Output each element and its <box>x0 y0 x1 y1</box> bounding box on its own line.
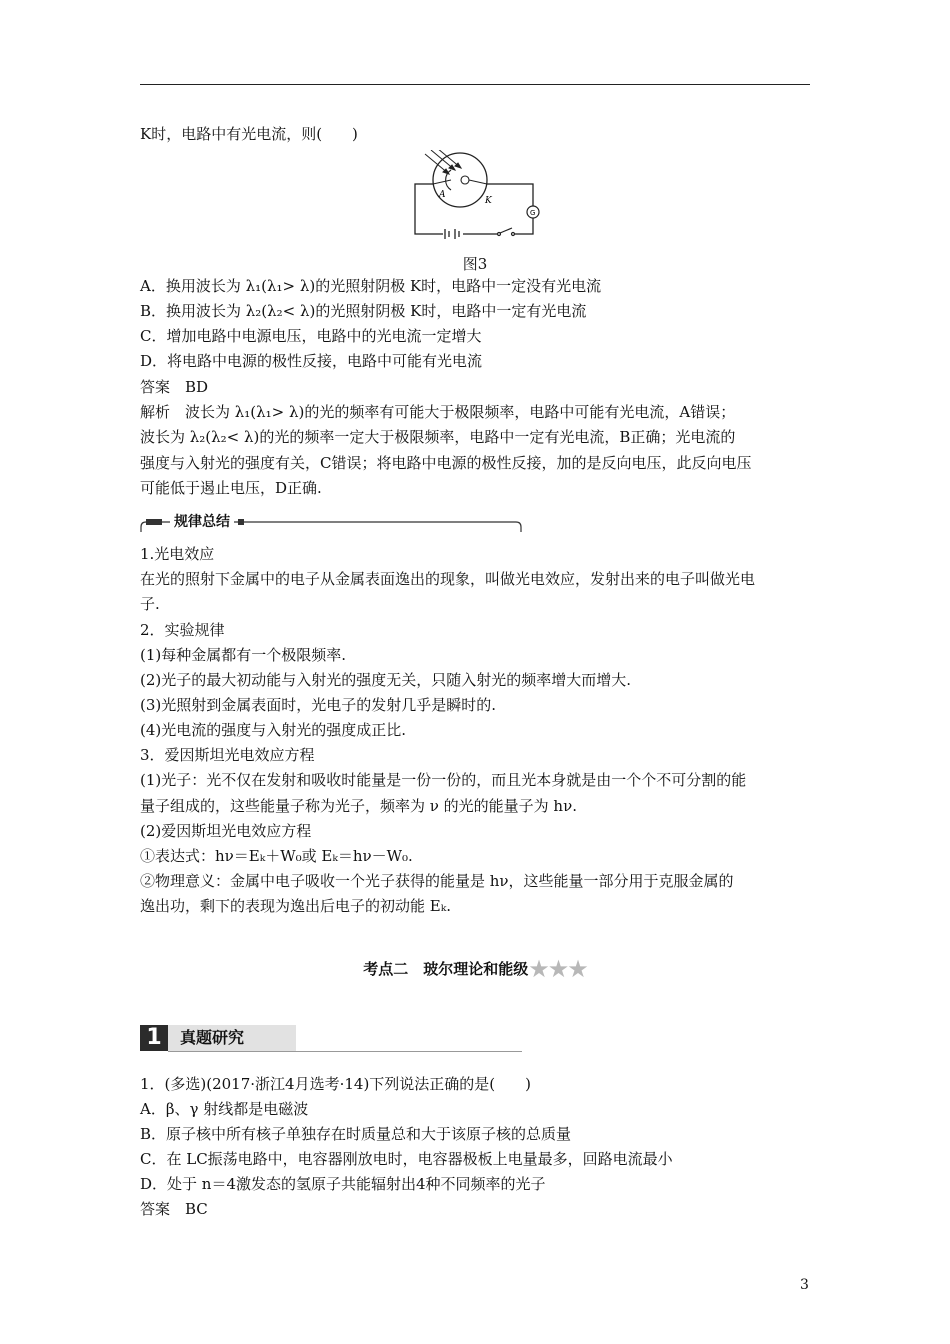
badge-text: 真题研究 <box>168 1025 296 1051</box>
summary-line: ①表达式：hν＝Eₖ＋W₀或 Eₖ＝hν－W₀. <box>140 847 413 865</box>
question1-option-d: D．处于 n＝4激发态的氢原子共能辐射出4种不同频率的光子 <box>140 1175 546 1193</box>
option-b: B．换用波长为 λ₂(λ₂< λ)的光照射阴极 K时，电路中一定有光电流 <box>140 302 587 320</box>
summary-line: (2)光子的最大初动能与入射光的强度无关，只随入射光的频率增大而增大. <box>140 671 632 689</box>
summary-line: 在光的照射下金属中的电子从金属表面逸出的现象，叫做光电效应，发射出来的电子叫做光电 <box>140 570 756 588</box>
badge-underline <box>168 1051 522 1052</box>
summary-line: (1)每种金属都有一个极限频率. <box>140 646 347 664</box>
header-rule <box>140 84 810 85</box>
answer: 答案 BD <box>140 378 209 396</box>
summary-title: 规律总结 <box>170 513 234 531</box>
analysis-line: 波长为 λ₂(λ₂< λ)的光的频率一定大于极限频率，电路中一定有光电流，B正确；光电流的 <box>140 428 736 446</box>
summary-line: (2)爱因斯坦光电效应方程 <box>140 822 312 840</box>
difficulty-stars: ★★★ <box>528 955 587 983</box>
summary-line: 3．爱因斯坦光电效应方程 <box>140 746 315 764</box>
summary-line: 子. <box>140 595 160 613</box>
question1-option-b: B．原子核中所有核子单独存在时质量总和大于该原子核的总质量 <box>140 1125 572 1143</box>
summary-line: 逸出功，剩下的表现为逸出后电子的初动能 Eₖ. <box>140 897 451 915</box>
question1-answer: 答案 BC <box>140 1200 208 1218</box>
summary-line: ②物理意义：金属中电子吸收一个光子获得的能量是 hν，这些能量一部分用于克服金属的 <box>140 872 734 890</box>
cathode-label: K <box>485 196 492 206</box>
question1-option-c: C．在 LC振荡电路中，电容器刚放电时，电容器极板上电量最多，回路电流最小 <box>140 1150 673 1168</box>
summary-line: (1)光子：光不仅在发射和吸收时能量是一份一份的，而且光本身就是由一个个不可分割的能 <box>140 771 747 789</box>
analysis-line: 可能低于遏止电压，D正确. <box>140 479 322 497</box>
anode-electrode <box>461 176 469 184</box>
analysis-line: 强度与入射光的强度有关，C错误；将电路中电源的极性反接，加的是反向电压，此反向电压 <box>140 454 752 472</box>
page-number: 3 <box>800 1277 809 1293</box>
badge-number: 1 <box>140 1025 168 1051</box>
option-d: D．将电路中电源的极性反接，电路中可能有光电流 <box>140 352 483 370</box>
question1-stem: 1．(多选)(2017·浙江4月选考·14)下列说法正确的是( ) <box>140 1075 531 1093</box>
real-question-badge <box>140 1025 522 1051</box>
summary-line: 量子组成的，这些能量子称为光子，频率为 ν 的光的能量子为 hν. <box>140 797 577 815</box>
summary-line: 1.光电效应 <box>140 545 215 563</box>
question-stem-tail: K时，电路中有光电流，则( ) <box>140 125 358 143</box>
photoelectric-circuit-figure <box>405 150 555 242</box>
summary-line: (3)光照射到金属表面时，光电子的发射几乎是瞬时的. <box>140 696 497 714</box>
question1-option-a: A．β、γ 射线都是电磁波 <box>140 1100 309 1118</box>
option-a: A．换用波长为 λ₁(λ₁> λ)的光照射阴极 K时，电路中一定没有光电流 <box>140 277 602 295</box>
section-heading <box>0 955 950 983</box>
option-c: C．增加电路中电源电压，电路中的光电流一定增大 <box>140 327 482 345</box>
section-title: 考点二 玻尔理论和能级 <box>363 960 529 978</box>
summary-line: (4)光电流的强度与入射光的强度成正比. <box>140 721 407 739</box>
anode-label: A <box>439 190 446 200</box>
summary-line: 2．实验规律 <box>140 621 225 639</box>
galvanometer-label: G <box>530 209 536 217</box>
analysis-line: 解析 波长为 λ₁(λ₁> λ)的光的频率有可能大于极限频率，电路中可能有光电流，A错误； <box>140 403 736 421</box>
figure-caption: 图3 <box>462 255 488 273</box>
summary-header <box>140 513 522 533</box>
